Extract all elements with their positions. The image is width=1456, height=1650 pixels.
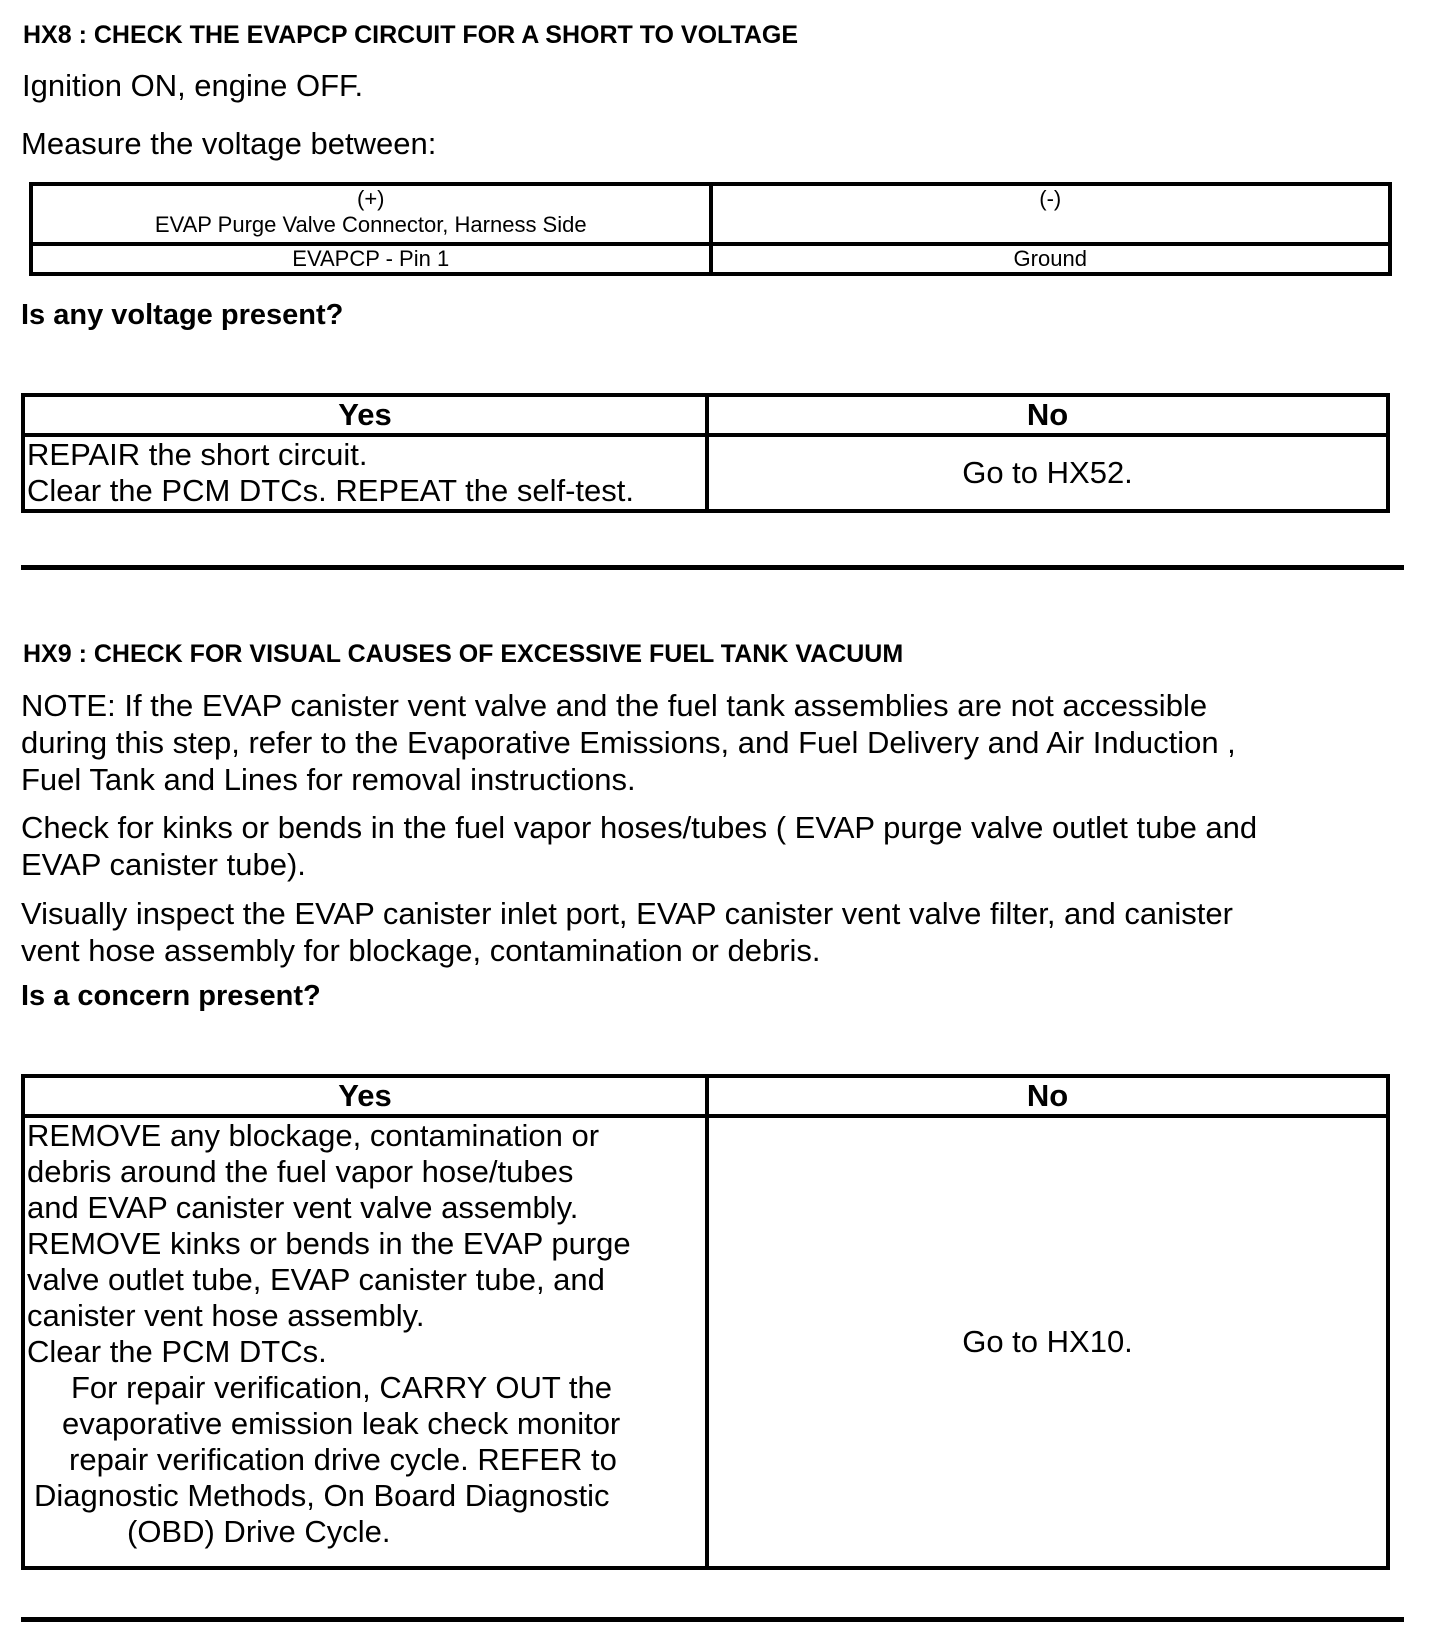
check-line: EVAP canister tube). <box>21 847 306 882</box>
check-line: Check for kinks or bends in the fuel vapor hoses/tubes ( EVAP purge valve outlet tube and <box>21 810 1258 845</box>
step-hx8-title: HX8 : CHECK THE EVAPCP CIRCUIT FOR A SHORT TO VOLTAGE <box>23 21 799 49</box>
no-cell: Go to HX52. <box>707 435 1388 511</box>
measurement-table <box>29 182 1392 276</box>
yes-line: valve outlet tube, EVAP canister tube, and <box>27 1262 605 1297</box>
yes-line: Diagnostic Methods, On Board Diagnostic <box>34 1478 610 1513</box>
no-header: No <box>707 1076 1388 1116</box>
note-line: during this step, refer to the Evaporative Emissions, and Fuel Delivery and Air Induction , <box>21 725 1236 760</box>
note-line: NOTE: If the EVAP canister vent valve and the fuel tank assemblies are not accessible <box>21 688 1208 723</box>
plus-sub: EVAP Purge Valve Connector, Harness Side <box>154 212 587 237</box>
yes-line: REPAIR the short circuit. <box>27 437 368 472</box>
note-line: Fuel Tank and Lines for removal instructions. <box>21 762 636 797</box>
yes-line: canister vent hose assembly. <box>27 1298 425 1333</box>
hx8-question: Is any voltage present? <box>21 299 344 331</box>
minus-label: (-) <box>1039 186 1062 211</box>
plus-label: (+) <box>357 186 385 211</box>
yes-line: Clear the PCM DTCs. <box>27 1334 327 1369</box>
yes-cell <box>23 1116 707 1568</box>
yes-line: Clear the PCM DTCs. REPEAT the self-test. <box>27 473 634 508</box>
no-cell: Go to HX10. <box>707 1116 1388 1568</box>
hx9-check <box>21 809 1257 883</box>
yes-header: Yes <box>23 1076 707 1116</box>
no-header: No <box>707 395 1388 435</box>
section-divider <box>21 565 1404 570</box>
inspect-line: vent hose assembly for blockage, contamination or debris. <box>21 933 821 968</box>
hx9-result-table <box>21 1074 1390 1570</box>
yes-cell <box>23 435 707 511</box>
yes-line: debris around the fuel vapor hose/tubes <box>27 1154 574 1189</box>
minus-header-cell <box>711 184 1391 244</box>
yes-header: Yes <box>23 395 707 435</box>
minus-value: Ground <box>711 244 1391 274</box>
yes-line: REMOVE any blockage, contamination or <box>27 1118 600 1153</box>
step-hx9-title: HX9 : CHECK FOR VISUAL CAUSES OF EXCESSIVE FUEL TANK VACUUM <box>23 640 904 668</box>
section-divider <box>21 1617 1404 1622</box>
yes-line: REMOVE kinks or bends in the EVAP purge <box>27 1226 631 1261</box>
hx9-inspect <box>21 895 1233 969</box>
plus-header-cell <box>31 184 711 244</box>
yes-line: and EVAP canister vent valve assembly. <box>27 1190 579 1225</box>
plus-value: EVAPCP - Pin 1 <box>31 244 711 274</box>
yes-line: evaporative emission leak check monitor <box>62 1406 621 1441</box>
hx9-note <box>21 687 1236 798</box>
hx8-result-table <box>21 393 1390 513</box>
yes-line: (OBD) Drive Cycle. <box>127 1514 391 1549</box>
inspect-line: Visually inspect the EVAP canister inlet port, EVAP canister vent valve filter, and canister <box>21 896 1233 931</box>
yes-line: For repair verification, CARRY OUT the <box>71 1370 612 1405</box>
yes-line: repair verification drive cycle. REFER to <box>69 1442 617 1477</box>
hx9-question: Is a concern present? <box>21 980 321 1012</box>
hx8-conditions: Ignition ON, engine OFF. <box>22 68 364 103</box>
hx8-instruction: Measure the voltage between: <box>21 126 437 161</box>
